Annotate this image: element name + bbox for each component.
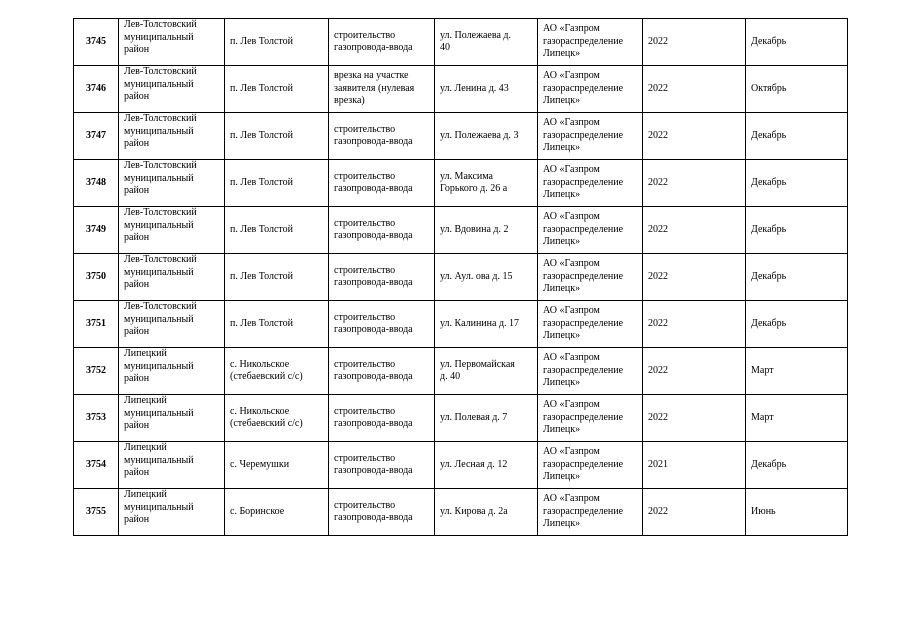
table-row [74, 348, 848, 395]
locality-cell: п. Лев Толстой [225, 19, 329, 66]
work-type-cell: строительство газопровода-ввода [329, 19, 435, 66]
year-cell: 2022 [643, 160, 746, 207]
address-cell: ул. Ленина д. 43 [435, 66, 538, 113]
address-cell: ул. Лесная д. 12 [435, 442, 538, 489]
month-cell: Декабрь [746, 113, 848, 160]
locality-cell: с. Никольское (стебаевский с/с) [225, 395, 329, 442]
district-cell: Липецкий муниципальный район [119, 489, 225, 536]
locality-cell: с. Боринское [225, 489, 329, 536]
district-cell: Лев-Толстовский муниципальный район [119, 66, 225, 113]
work-type-cell: строительство газопровода-ввода [329, 489, 435, 536]
year-cell: 2022 [643, 301, 746, 348]
row-number: 3749 [74, 207, 119, 254]
year-cell: 2022 [643, 395, 746, 442]
locality-cell: п. Лев Толстой [225, 301, 329, 348]
district-cell: Лев-Толстовский муниципальный район [119, 113, 225, 160]
organization-cell: АО «Газпром газораспределение Липецк» [538, 395, 643, 442]
row-number: 3753 [74, 395, 119, 442]
locality-cell: п. Лев Толстой [225, 113, 329, 160]
month-cell: Декабрь [746, 442, 848, 489]
table-body [74, 19, 848, 536]
organization-cell: АО «Газпром газораспределение Липецк» [538, 19, 643, 66]
organization-cell: АО «Газпром газораспределение Липецк» [538, 348, 643, 395]
address-cell: ул. Аул. ова д. 15 [435, 254, 538, 301]
work-type-cell: строительство газопровода-ввода [329, 207, 435, 254]
month-cell: Декабрь [746, 19, 848, 66]
table-row [74, 207, 848, 254]
organization-cell: АО «Газпром газораспределение Липецк» [538, 442, 643, 489]
year-cell: 2022 [643, 489, 746, 536]
table-row [74, 395, 848, 442]
gasification-schedule-table [73, 18, 848, 536]
month-cell: Декабрь [746, 301, 848, 348]
month-cell: Март [746, 395, 848, 442]
year-cell: 2022 [643, 207, 746, 254]
organization-cell: АО «Газпром газораспределение Липецк» [538, 66, 643, 113]
locality-cell: с. Черемушки [225, 442, 329, 489]
row-number: 3745 [74, 19, 119, 66]
organization-cell: АО «Газпром газораспределение Липецк» [538, 254, 643, 301]
year-cell: 2022 [643, 66, 746, 113]
month-cell: Март [746, 348, 848, 395]
month-cell: Октябрь [746, 66, 848, 113]
year-cell: 2021 [643, 442, 746, 489]
row-number: 3750 [74, 254, 119, 301]
address-cell: ул. Полежаева д. 40 [435, 19, 538, 66]
year-cell: 2022 [643, 19, 746, 66]
year-cell: 2022 [643, 254, 746, 301]
address-cell: ул. Вдовина д. 2 [435, 207, 538, 254]
table-row [74, 160, 848, 207]
work-type-cell: строительство газопровода-ввода [329, 348, 435, 395]
work-type-cell: строительство газопровода-ввода [329, 395, 435, 442]
table-row [74, 19, 848, 66]
work-type-cell: строительство газопровода-ввода [329, 113, 435, 160]
work-type-cell: строительство газопровода-ввода [329, 442, 435, 489]
month-cell: Декабрь [746, 254, 848, 301]
table-row [74, 301, 848, 348]
locality-cell: п. Лев Толстой [225, 207, 329, 254]
work-type-cell: строительство газопровода-ввода [329, 160, 435, 207]
row-number: 3747 [74, 113, 119, 160]
month-cell: Декабрь [746, 160, 848, 207]
row-number: 3746 [74, 66, 119, 113]
locality-cell: с. Никольское (стебаевский с/с) [225, 348, 329, 395]
organization-cell: АО «Газпром газораспределение Липецк» [538, 160, 643, 207]
district-cell: Липецкий муниципальный район [119, 442, 225, 489]
address-cell: ул. Кирова д. 2а [435, 489, 538, 536]
month-cell: Июнь [746, 489, 848, 536]
district-cell: Лев-Толстовский муниципальный район [119, 160, 225, 207]
address-cell: ул. Полежаева д. 3 [435, 113, 538, 160]
organization-cell: АО «Газпром газораспределение Липецк» [538, 301, 643, 348]
work-type-cell: врезка на участке заявителя (нулевая врезка) [329, 66, 435, 113]
address-cell: ул. Максима Горького д. 26 а [435, 160, 538, 207]
year-cell: 2022 [643, 348, 746, 395]
work-type-cell: строительство газопровода-ввода [329, 254, 435, 301]
table-row [74, 489, 848, 536]
district-cell: Лев-Толстовский муниципальный район [119, 254, 225, 301]
table-row [74, 442, 848, 489]
district-cell: Лев-Толстовский муниципальный район [119, 19, 225, 66]
district-cell: Лев-Толстовский муниципальный район [119, 301, 225, 348]
district-cell: Липецкий муниципальный район [119, 348, 225, 395]
row-number: 3748 [74, 160, 119, 207]
row-number: 3754 [74, 442, 119, 489]
locality-cell: п. Лев Толстой [225, 66, 329, 113]
table-row [74, 254, 848, 301]
organization-cell: АО «Газпром газораспределение Липецк» [538, 113, 643, 160]
address-cell: ул. Калинина д. 17 [435, 301, 538, 348]
year-cell: 2022 [643, 113, 746, 160]
district-cell: Липецкий муниципальный район [119, 395, 225, 442]
locality-cell: п. Лев Толстой [225, 254, 329, 301]
address-cell: ул. Полевая д. 7 [435, 395, 538, 442]
row-number: 3755 [74, 489, 119, 536]
address-cell: ул. Первомайская д. 40 [435, 348, 538, 395]
table-row [74, 113, 848, 160]
organization-cell: АО «Газпром газораспределение Липецк» [538, 207, 643, 254]
row-number: 3751 [74, 301, 119, 348]
work-type-cell: строительство газопровода-ввода [329, 301, 435, 348]
month-cell: Декабрь [746, 207, 848, 254]
table-row [74, 66, 848, 113]
locality-cell: п. Лев Толстой [225, 160, 329, 207]
row-number: 3752 [74, 348, 119, 395]
district-cell: Лев-Толстовский муниципальный район [119, 207, 225, 254]
organization-cell: АО «Газпром газораспределение Липецк» [538, 489, 643, 536]
